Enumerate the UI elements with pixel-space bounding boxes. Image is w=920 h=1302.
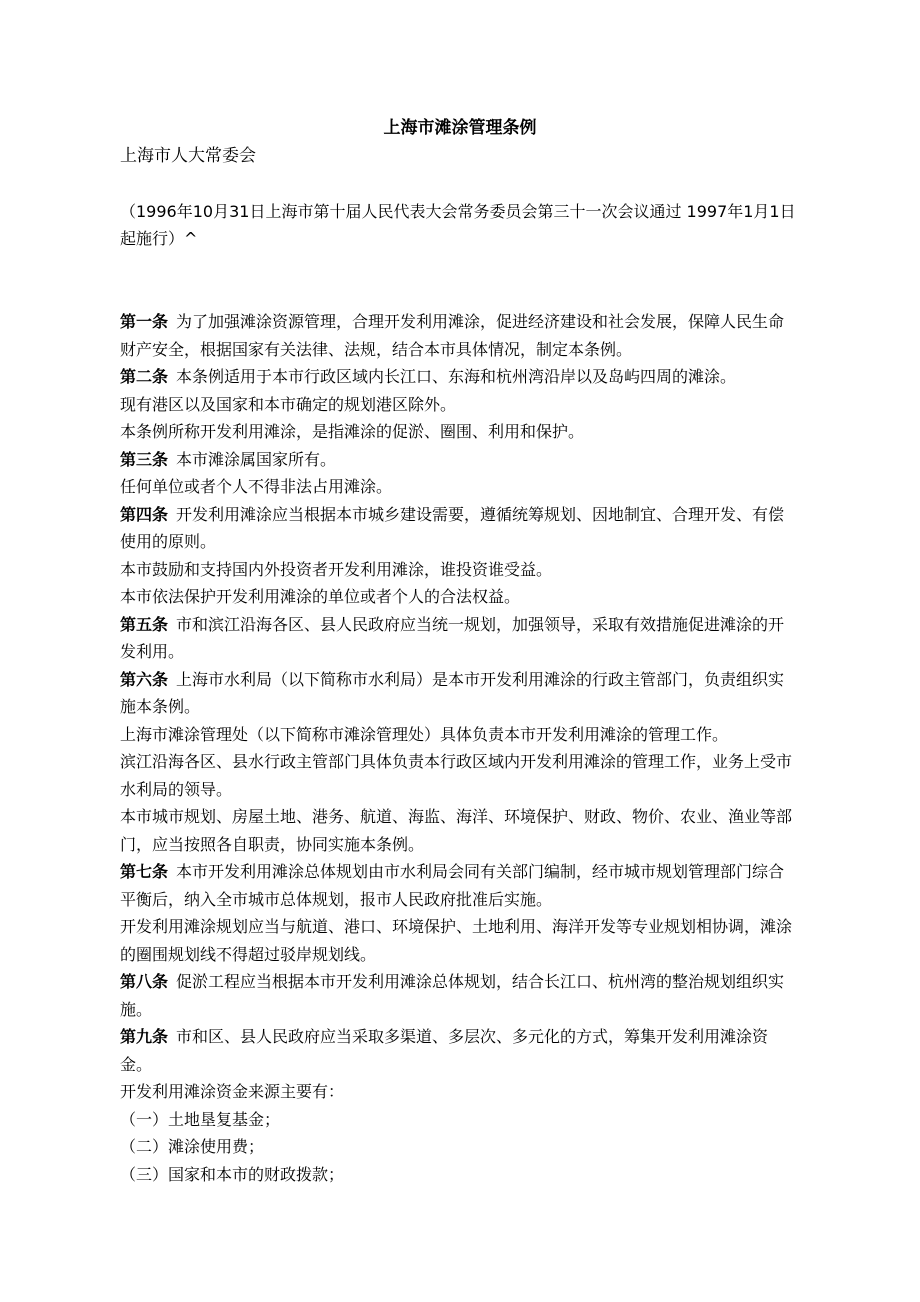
paragraph-text: 本市鼓励和支持国内外投资者开发利用滩涂，谁投资谁受益。 <box>120 559 553 579</box>
article-heading: 第四条 <box>120 504 169 524</box>
article-heading: 第一条 <box>120 312 169 331</box>
article-heading: 第三条 <box>120 449 169 469</box>
article-heading: 第二条 <box>120 367 169 386</box>
paragraph-text: 开发利用滩涂规划应当与航道、港口、环境保护、土地利用、海洋开发等专业规划相协调，滩涂的圈围规划线不得超过驳岸规划线。 <box>120 917 793 964</box>
paragraph <box>120 1078 800 1106</box>
paragraph-text: （一）土地垦复基金； <box>120 1109 281 1129</box>
paragraph <box>120 721 800 749</box>
paragraph-text: 本条例所称开发利用滩涂，是指滩涂的促淤、圈围、利用和保护。 <box>120 422 585 441</box>
paragraph <box>120 583 800 611</box>
document-title: 上海市滩涂管理条例 <box>383 118 537 138</box>
paragraph-text: 为了加强滩涂资源管理，合理开发利用滩涂，促进经济建设和社会发展，保障人民生命财产安全，根据国家有关法律、法规，结合本市具体情况，制定本条例。 <box>120 312 785 359</box>
paragraph <box>120 666 800 721</box>
paragraph-text: 本市开发利用滩涂总体规划由市水利局会同有关部门编制，经市城市规划管理部门综合平衡后，纳入全市城市总体规划，报市人民政府批准后实施。 <box>120 862 785 909</box>
article-heading: 第九条 <box>120 1027 169 1046</box>
paragraph-text: 任何单位或者个人不得非法占用滩涂。 <box>120 477 393 496</box>
article-heading: 第六条 <box>120 669 169 689</box>
paragraph-text: 本市滩涂属国家所有。 <box>176 449 337 469</box>
paragraph-text: 现有港区以及国家和本市确定的规划港区除外。 <box>120 394 457 414</box>
paragraph <box>120 446 800 474</box>
paragraph-text: 开发利用滩涂应当根据本市城乡建设需要，遵循统筹规划、因地制宜、合理开发、有偿使用的原则。 <box>120 504 785 551</box>
paragraph <box>120 858 800 913</box>
article-heading: 第八条 <box>120 972 169 991</box>
paragraph-text: 市和滨江沿海各区、县人民政府应当统一规划，加强领导，采取有效措施促进滩涂的开发利用。 <box>120 614 785 661</box>
paragraph <box>120 968 800 1023</box>
paragraph <box>120 803 800 858</box>
paragraph-text: 上海市水利局（以下简称市水利局）是本市开发利用滩涂的行政主管部门，负责组织实施本条例。 <box>120 669 785 716</box>
paragraph-text: 本条例适用于本市行政区域内长江口、东海和杭州湾沿岸以及岛屿四周的滩涂。 <box>176 367 737 386</box>
enactment-note: （1996年10月31日上海市第十届人民代表大会常务委员会第三十一次会议通过 1997年1月1日起施行）^ <box>120 202 796 248</box>
paragraph <box>120 473 800 501</box>
paragraph-text: 开发利用滩涂资金来源主要有： <box>120 1082 345 1101</box>
paragraph <box>120 501 800 556</box>
paragraph-text: 本市依法保护开发利用滩涂的单位或者个人的合法权益。 <box>120 587 521 606</box>
issuer-line: 上海市人大常委会 <box>120 146 256 166</box>
article-heading: 第七条 <box>120 862 169 881</box>
paragraph <box>120 391 800 419</box>
paragraph <box>120 611 800 666</box>
paragraph-text: 市和区、县人民政府应当采取多渠道、多层次、多元化的方式，筹集开发利用滩涂资金。 <box>120 1027 769 1074</box>
paragraph <box>120 1133 800 1161</box>
paragraph-text: 本市城市规划、房屋土地、港务、航道、海监、海洋、环境保护、财政、物价、农业、渔业等部门，应当按照各自职责，协同实施本条例。 <box>120 807 793 854</box>
paragraph <box>120 418 800 446</box>
article-heading: 第五条 <box>120 614 169 634</box>
regulation-body <box>120 308 800 1188</box>
paragraph-text: 滨江沿海各区、县水行政主管部门具体负责本行政区域内开发利用滩涂的管理工作，业务上受市水利局的领导。 <box>120 752 793 799</box>
paragraph <box>120 1161 800 1189</box>
paragraph <box>120 1106 800 1134</box>
paragraph <box>120 363 800 391</box>
paragraph <box>120 1023 800 1078</box>
paragraph <box>120 308 800 363</box>
paragraph <box>120 748 800 803</box>
paragraph-text: （二）滩涂使用费； <box>120 1137 265 1156</box>
paragraph-text: 上海市滩涂管理处（以下简称市滩涂管理处）具体负责本市开发利用滩涂的管理工作。 <box>120 724 729 744</box>
paragraph-text: （三）国家和本市的财政拨款； <box>120 1164 345 1184</box>
paragraph <box>120 913 800 968</box>
paragraph <box>120 556 800 584</box>
paragraph-text: 促淤工程应当根据本市开发利用滩涂总体规划，结合长江口、杭州湾的整治规划组织实施。 <box>120 972 785 1019</box>
